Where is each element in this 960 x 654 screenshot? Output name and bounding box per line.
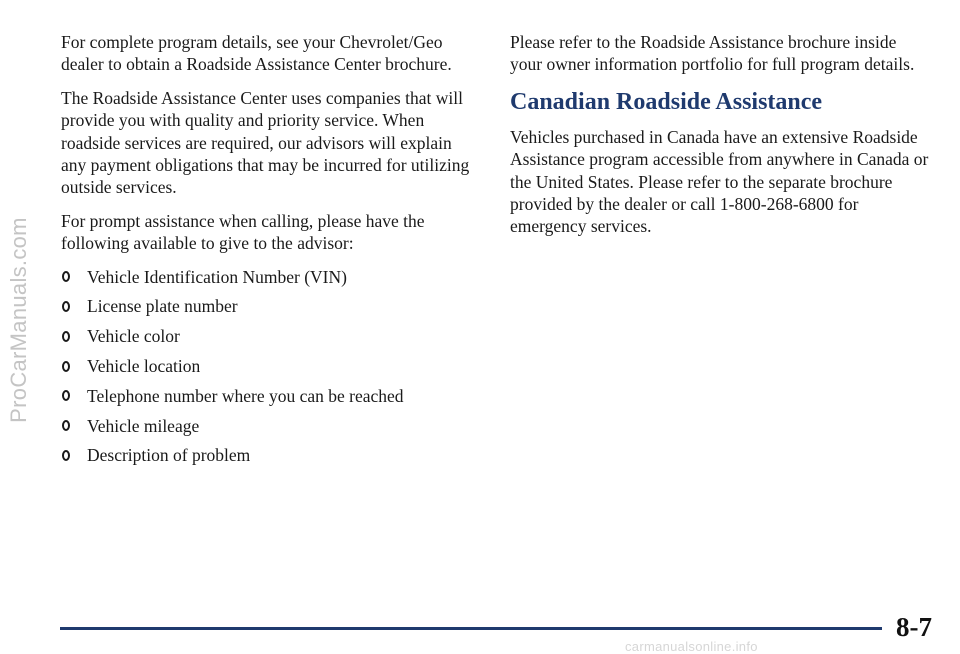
list-item-text: Telephone number where you can be reached [87,385,404,406]
list-item-text: Vehicle mileage [87,415,200,436]
right-paragraph-2: Vehicles purchased in Canada have an extensive Roadside Assistance program accessible from anywhere in Canada or the United States. Please refer to the separate brochure provided by the dealer or call 1-800-268-6800 for emergency services. [510,126,929,237]
right-column [510,31,930,249]
list-item [61,385,481,407]
list-item-text: License plate number [87,296,238,317]
list-item [61,295,481,317]
list-item [61,444,481,466]
bullet-icon [62,450,70,461]
list-item [61,266,481,288]
left-paragraph-3: For prompt assistance when calling, please have the following available to give to the advisor: [61,210,425,254]
footer-rule [60,627,882,630]
section-heading: Canadian Roadside Assistance [510,88,823,115]
list-item [61,325,481,347]
bullet-icon [62,301,70,312]
list-item-text: Vehicle location [87,356,201,377]
right-paragraph-1: Please refer to the Roadside Assistance brochure inside your owner information portfolio for full program details. [510,32,915,75]
left-paragraph-2: The Roadside Assistance Center uses companies that will provide you with quality and priority service. When roadside services are required, our advisors will explain any payment obligations that may be incurred for utilizing outside services. [61,87,470,198]
bullet-icon [62,420,70,431]
bullet-icon [62,271,70,282]
list-item-text: Vehicle color [87,326,180,347]
list-item [61,355,481,377]
list-item-text: Vehicle Identification Number (VIN) [87,266,347,287]
list-item-text: Description of problem [87,445,251,466]
left-column [61,31,481,474]
side-watermark-text: ProCarManuals.com [6,217,31,423]
page-number: 8-7 [896,612,932,642]
side-watermark [4,40,34,600]
left-paragraph-1: For complete program details, see your Chevrolet/Geo dealer to obtain a Roadside Assistance Center brochure. [61,32,452,75]
bullet-icon [62,390,70,401]
advisor-info-list [61,266,481,467]
bullet-icon [62,331,70,342]
bullet-icon [62,361,70,372]
footer-watermark: carmanualsonline.info [625,639,758,654]
list-item [61,415,481,437]
